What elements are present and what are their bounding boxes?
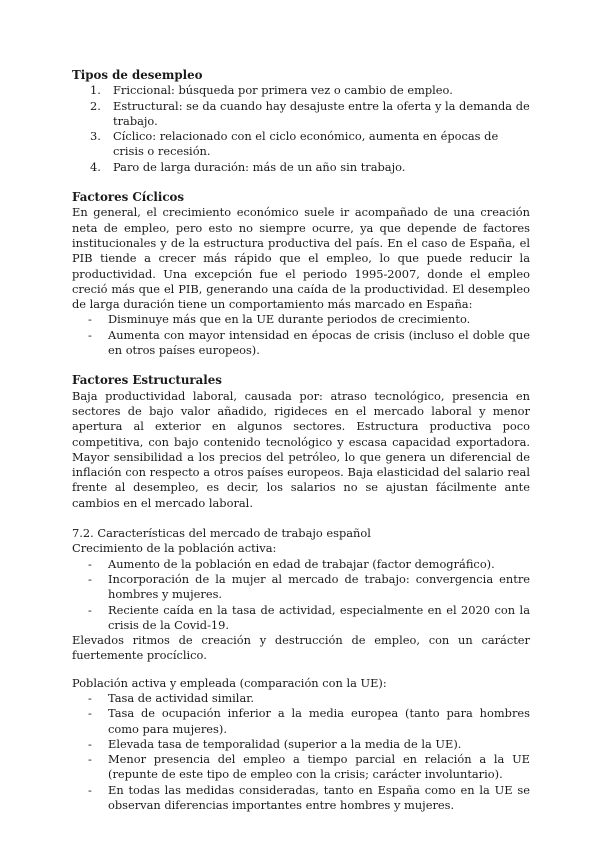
ciclicos-bullets	[72, 312, 530, 358]
list-number: 3.	[90, 129, 101, 144]
section-heading-estructurales: Factores Estructurales	[72, 373, 222, 388]
list-item	[72, 83, 530, 98]
list-item-text: Friccional: búsqueda por primera vez o cambio de empleo.	[113, 83, 453, 98]
list-number: 2.	[90, 98, 101, 113]
list-item	[72, 99, 530, 130]
list-item-text: Cíclico: relacionado con el ciclo económico, aumenta en épocas de crisis o recesión.	[113, 129, 499, 159]
list-item: - Disminuye más que en la UE durante periodos de crecimiento.	[72, 312, 530, 327]
list-item: - En todas las medidas consideradas, tanto en España como en la UE se observan diferencias importantes entre hombres y mujeres.	[72, 783, 530, 814]
section-tipos-desempleo	[72, 68, 530, 175]
list-item: - Aumenta con mayor intensidad en épocas de crisis (incluso el doble que en otros países europeos).	[72, 328, 530, 359]
subheading-crecimiento: Crecimiento de la población activa:	[72, 541, 277, 556]
list-number: 4.	[90, 159, 101, 174]
caracteristicas-paragraph: Elevados ritmos de creación y destrucción de empleo, con un carácter fuertemente procíclico.	[72, 633, 530, 663]
estructurales-paragraph: Baja productividad laboral, causada por: atraso tecnológico, presencia en sectores de bajo valor añadido, rigideces en el mercado laboral y menor apertura al exterior en algunos sectores. Estructura productiva poco competitiva, con bajo contenido tecnológico y escasa capacidad exportadora. Mayor sensibilidad a los precios del petróleo, lo que genera un diferencial de inflación con respecto a otros países europeos. Baja elasticidad del salario real frente al desempleo, es decir, los salarios no se ajustan fácilmente ante cambios en el mercado laboral.	[72, 388, 530, 510]
section-caracteristicas	[72, 526, 530, 664]
list-item: - Menor presencia del empleo a tiempo parcial en relación a la UE (repunte de este tipo de empleo con la crisis; carácter involuntario).	[72, 752, 530, 783]
list-item	[72, 129, 530, 160]
list-item: - Incorporación de la mujer al mercado de trabajo: convergencia entre hombres y mujeres.	[72, 572, 530, 603]
caracteristicas-bullets	[72, 557, 530, 633]
section-heading-poblacion: Población activa y empleada (comparación con la UE):	[72, 675, 387, 690]
list-item: - Reciente caída en la tasa de actividad, especialmente en el 2020 con la crisis de la Covid-19.	[72, 603, 530, 634]
list-number: 1.	[90, 83, 101, 98]
section-heading-tipos: Tipos de desempleo	[72, 68, 203, 82]
list-item: - Aumento de la población en edad de trabajar (factor demográfico).	[72, 557, 530, 572]
section-factores-ciclicos	[72, 190, 530, 358]
section-heading-caracteristicas: 7.2. Características del mercado de trabajo español	[72, 526, 371, 541]
ciclicos-paragraph: En general, el crecimiento económico suele ir acompañado de una creación neta de empleo, pero esto no siempre ocurre, ya que depende de factores institucionales y de la estructura productiva del país. En el caso de España, el PIB tiende a crecer más rápido que el empleo, lo que puede reducir la productividad. Una excepción fue el periodo 1995-2007, donde el empleo creció más que el PIB, generando una caída de la productividad. El desempleo de larga duración tiene un comportamiento más marcado en España:	[72, 205, 530, 312]
section-heading-ciclicos: Factores Cíclicos	[72, 190, 185, 205]
section-poblacion-activa	[72, 676, 530, 814]
list-item-text: Paro de larga duración: más de un año sin trabajo.	[113, 159, 406, 174]
list-item: - Tasa de ocupación inferior a la media europea (tanto para hombres como para mujeres).	[72, 706, 530, 737]
tipos-list	[72, 83, 530, 175]
list-item: - Tasa de actividad similar.	[72, 691, 530, 706]
poblacion-bullets	[72, 691, 530, 813]
document-page	[72, 68, 530, 813]
section-factores-estructurales	[72, 373, 530, 511]
list-item-text: Estructural: se da cuando hay desajuste entre la oferta y la demanda de trabajo.	[113, 98, 530, 128]
list-item	[72, 160, 530, 175]
list-item: - Elevada tasa de temporalidad (superior a la media de la UE).	[72, 737, 530, 752]
